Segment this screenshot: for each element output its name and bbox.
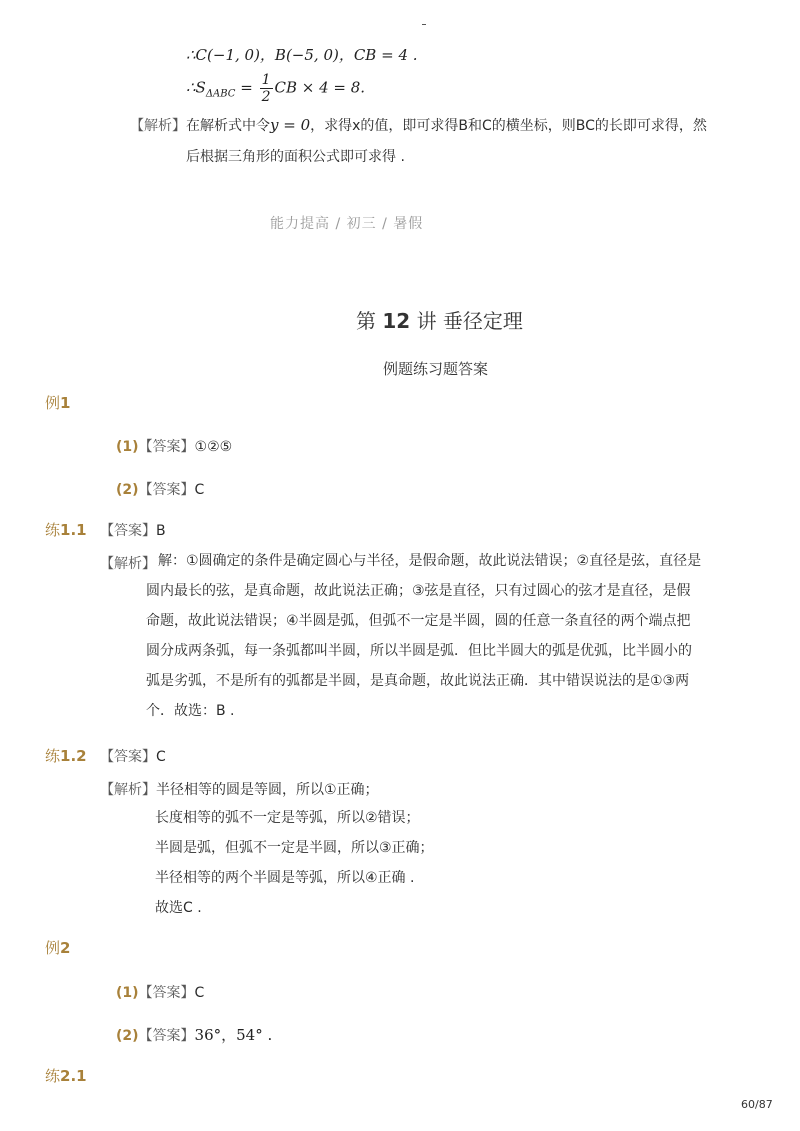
fraction-half <box>260 73 273 104</box>
top-analysis-line2: 后根据三角形的面积公式即可求得 . <box>186 149 405 165</box>
practice-1-2-answer <box>100 746 166 766</box>
answer-tag: 【答案】 <box>100 749 156 765</box>
example-1-label-a: 例 <box>45 394 61 412</box>
answer-tag: 【答案】 <box>138 482 195 498</box>
example-1-label <box>45 392 70 413</box>
analysis-text-a: 在解析式中令 <box>186 118 270 134</box>
practice-1-2-analysis <box>155 803 721 923</box>
analysis-line: 半圆是弧，但弧不一定是半圆，所以③正确； <box>155 840 434 856</box>
title-suffix: 讲 垂径定理 <box>416 309 523 333</box>
analysis-line: 圆分成两条弧，每一条弧都叫半圆，所以半圆是弧．但比半圆大的弧是优弧，比半圆小的 <box>146 643 692 659</box>
practice-label-b: 1.2 <box>60 747 87 765</box>
part-number: (1) <box>116 985 139 1001</box>
lecture-subtitle: 例题练习题答案 <box>383 360 489 378</box>
analysis-line: 半径相等的圆是等圆，所以①正确； <box>156 782 379 798</box>
answer-value: 36°，54° . <box>194 1026 273 1044</box>
analysis-line: 命题，故此说法错误；④半圆是弧，但弧不一定是半圆，圆的任意一条直径的两个端点把 <box>146 613 691 629</box>
area-subscript: ΔABC <box>205 88 236 100</box>
practice-1-2-label <box>45 745 87 766</box>
practice-1-1-answer <box>100 520 166 540</box>
lecture-title <box>356 305 523 334</box>
analysis-line: 解：①圆确定的条件是确定圆心与半径，是假命题，故此说法错误；②直径是弦，直径是 <box>158 553 702 569</box>
analysis-math: y = 0 <box>270 116 311 134</box>
answer-tag: 【答案】 <box>138 985 195 1001</box>
answer-value: C <box>194 985 205 1001</box>
answer-value: ①②⑤ <box>194 439 233 455</box>
practice-1-2-analysis-first <box>100 779 379 799</box>
practice-label-b: 2.1 <box>60 1067 87 1085</box>
title-prefix: 第 <box>356 309 376 333</box>
math-line-coordinates: ∴C(−1, 0)，B(−5, 0)，CB = 4 . <box>186 46 418 64</box>
analysis-line: 长度相等的弧不一定是等弧，所以②错误； <box>155 810 420 826</box>
answer-value: C <box>194 482 205 498</box>
analysis-tag: 【解析】 <box>100 782 156 798</box>
top-analysis-line1 <box>130 115 707 135</box>
example-1-part-2 <box>116 479 204 499</box>
answer-tag: 【答案】 <box>100 523 156 539</box>
practice-label-a: 练 <box>45 747 61 765</box>
practice-1-1-analysis-tag: 【解析】 <box>100 556 156 572</box>
analysis-line: 故选C . <box>155 900 202 916</box>
analysis-line: 圆内最长的弦，是真命题，故此说法正确；③弦是直径，只有过圆心的弦才是直径，是假 <box>146 583 691 599</box>
title-number: 12 <box>382 309 411 333</box>
answer-tag: 【答案】 <box>138 439 195 455</box>
example-2-label-a: 例 <box>45 939 61 957</box>
example-1-part-1 <box>116 436 232 456</box>
part-number: (2) <box>116 1028 139 1044</box>
practice-label-a: 练 <box>45 1067 61 1085</box>
practice-1-1-analysis <box>146 546 712 726</box>
math-line-area <box>186 73 365 104</box>
breadcrumb: 能力提高 / 初三 / 暑假 <box>270 216 424 232</box>
fraction-denominator: 2 <box>261 89 271 105</box>
answer-value: B <box>156 523 166 539</box>
analysis-line: 个．故选：B . <box>146 703 235 719</box>
analysis-line: 半径相等的两个半圆是等弧，所以④正确 . <box>155 870 415 886</box>
area-eq: = <box>235 78 258 97</box>
page-number: 60/87 <box>741 1098 773 1111</box>
top-mark <box>422 24 426 25</box>
part-number: (1) <box>116 439 139 455</box>
practice-label-a: 练 <box>45 521 61 539</box>
area-prefix: ∴S <box>186 78 206 97</box>
fraction-numerator: 1 <box>261 72 271 88</box>
analysis-line: 弧是劣弧，不是所有的弧都是半圆，是真命题，故此说法正确．其中错误说法的是①③两 <box>146 673 690 689</box>
area-rest: CB × 4 = 8. <box>274 78 366 97</box>
example-2-part-1 <box>116 982 204 1002</box>
practice-2-1-label <box>45 1065 87 1086</box>
example-2-label-b: 2 <box>60 939 71 957</box>
example-2-part-2 <box>116 1024 272 1045</box>
answer-tag: 【答案】 <box>138 1028 195 1044</box>
analysis-tag: 【解析】 <box>130 118 186 134</box>
example-2-label <box>45 937 70 958</box>
analysis-text-b: ，求得x的值，即可求得B和C的横坐标，则BC的长即可求得，然 <box>310 118 707 134</box>
answer-value: C <box>156 749 166 765</box>
example-1-label-b: 1 <box>60 394 71 412</box>
part-number: (2) <box>116 482 139 498</box>
practice-1-1-label <box>45 519 87 540</box>
practice-label-b: 1.1 <box>60 521 87 539</box>
